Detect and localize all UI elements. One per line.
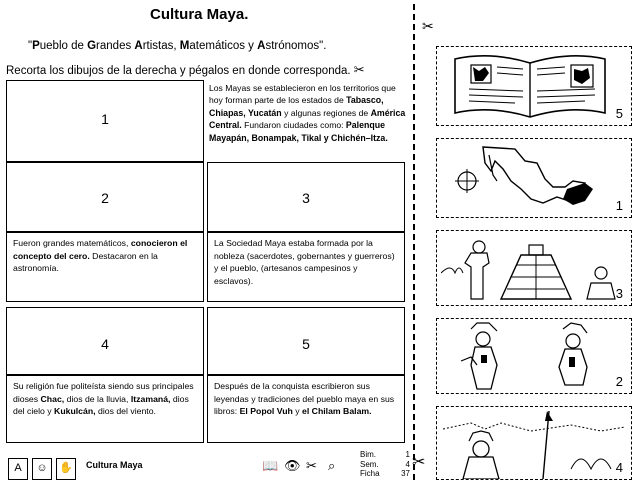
subtitle-segment: strónomos". — [265, 40, 327, 52]
math-text-box — [6, 232, 204, 302]
slot-number: 3 — [302, 190, 310, 206]
text-segment: dios del viento. — [95, 406, 156, 416]
page-subtitle — [28, 40, 398, 52]
slot-number: 2 — [101, 190, 109, 206]
text-bold: Kukulcán, — [54, 406, 96, 416]
mayan-warrior-icon — [441, 409, 627, 479]
slot-2[interactable] — [6, 162, 204, 232]
mexico-map-icon — [445, 141, 615, 215]
subtitle-segment: ueblo de — [39, 40, 88, 52]
scissors-icon: ✂ — [422, 18, 434, 34]
text-segment: dios del cielo y — [13, 393, 189, 416]
text-segment: Su religión fue politeísta siendo sus principales dioses — [13, 381, 194, 404]
scissors-icon: ✂ — [412, 454, 426, 471]
subtitle-segment: randes — [96, 40, 135, 52]
text-segment: Fundaron ciudades como: — [241, 120, 346, 131]
text-segment: y algunas regiones de — [281, 107, 371, 118]
reading-icon: A — [8, 458, 28, 480]
text-segment: La Sociedad Maya estaba formada por la nobleza (sacerdotes, gobernantes y guerreros) y el pueblo, (artesanos campesinos y esclavos). — [214, 238, 395, 286]
subtitle-segment: " — [28, 40, 33, 52]
text-segment: Los Mayas se establecieron en los territorios que hoy forman parte de los estados de — [209, 83, 396, 106]
page-title: Cultura Maya. — [150, 6, 249, 23]
eye-icon: 👁 — [284, 458, 301, 473]
cut-card-map[interactable] — [436, 138, 632, 218]
text-bold: El Popol Vuh — [239, 406, 293, 416]
religion-text-box — [6, 375, 204, 443]
ficha-label: Ficha — [360, 469, 380, 478]
cut-divider — [413, 4, 415, 480]
card-number: 3 — [615, 286, 623, 301]
subtitle-segment: G — [87, 40, 97, 52]
slot-number: 1 — [101, 111, 109, 127]
text-bold: Chac, — [40, 393, 65, 404]
hand-icon: ✋ — [56, 458, 76, 480]
text-bold: conocieron el concepto del cero. — [13, 238, 188, 261]
intro-text — [209, 82, 409, 144]
card-number: 2 — [615, 374, 623, 389]
text-segment: dios de la lluvia, — [64, 393, 131, 404]
instruction-text — [6, 62, 416, 78]
text-segment: Fueron grandes matemáticos, — [13, 238, 131, 248]
cut-card-figures[interactable] — [436, 318, 632, 394]
text-bold: el Chilam Balam. — [302, 406, 372, 416]
text-segment: Destacaron en la astronomía. — [13, 250, 158, 273]
slot-4[interactable] — [6, 307, 204, 375]
book-icon: 📖 — [262, 458, 279, 473]
text-bold: Tabasco, Chiapas, Yucatán — [209, 95, 384, 118]
subtitle-segment: P — [32, 40, 40, 52]
pyramid-scene-icon — [441, 233, 621, 303]
codex-book-icon — [445, 51, 615, 123]
cut-card-pyramid[interactable] — [436, 230, 632, 306]
slot-5[interactable] — [207, 307, 405, 375]
footer-label: Cultura Maya — [86, 460, 143, 470]
card-number: 1 — [615, 198, 623, 213]
scissors-icon: ✂ — [353, 62, 365, 77]
cut-card-book[interactable] — [436, 46, 632, 126]
text-segment: y — [292, 406, 303, 416]
subtitle-segment: A — [257, 40, 266, 52]
group-icon: ☺ — [32, 458, 52, 480]
sem-label: Sem. — [360, 459, 379, 469]
text-bold: Itzamaná, — [130, 393, 171, 404]
instruction-label: Recorta los dibujos de la derecha y pégalos en donde corresponda. — [6, 65, 351, 77]
slot-3[interactable] — [207, 162, 405, 232]
slot-1[interactable] — [6, 80, 204, 162]
cut-card-warrior[interactable] — [436, 406, 632, 480]
slot-number: 4 — [101, 336, 109, 352]
bim-value: 1 — [405, 450, 410, 459]
sem-value: 4 — [405, 459, 410, 469]
subtitle-segment: atemáticos y — [189, 40, 258, 52]
card-number: 5 — [615, 106, 623, 121]
subtitle-segment: rtistas, — [142, 40, 180, 52]
subtitle-segment: M — [179, 40, 190, 52]
slot-number: 5 — [302, 336, 310, 352]
text-segment: Después de la conquista escribieron sus leyendas y tradiciones del pueblo maya en sus libros: — [214, 381, 395, 416]
text-bold: Palenque Mayapán, Bonampak, Tikal y Chichén–Itza. — [209, 120, 388, 143]
scissors-icon: ✂ — [306, 458, 317, 473]
conquest-text-box — [207, 375, 405, 443]
search-icon: ⌕ — [328, 458, 336, 473]
subtitle-segment: A — [134, 40, 143, 52]
card-number: 4 — [615, 460, 623, 475]
society-text-box — [207, 232, 405, 302]
ficha-value: 37 — [401, 469, 410, 478]
mayan-figures-icon — [441, 321, 621, 393]
text-bold: América Central. — [209, 107, 406, 131]
footer-info — [360, 450, 410, 479]
bim-label: Bim. — [360, 450, 376, 459]
